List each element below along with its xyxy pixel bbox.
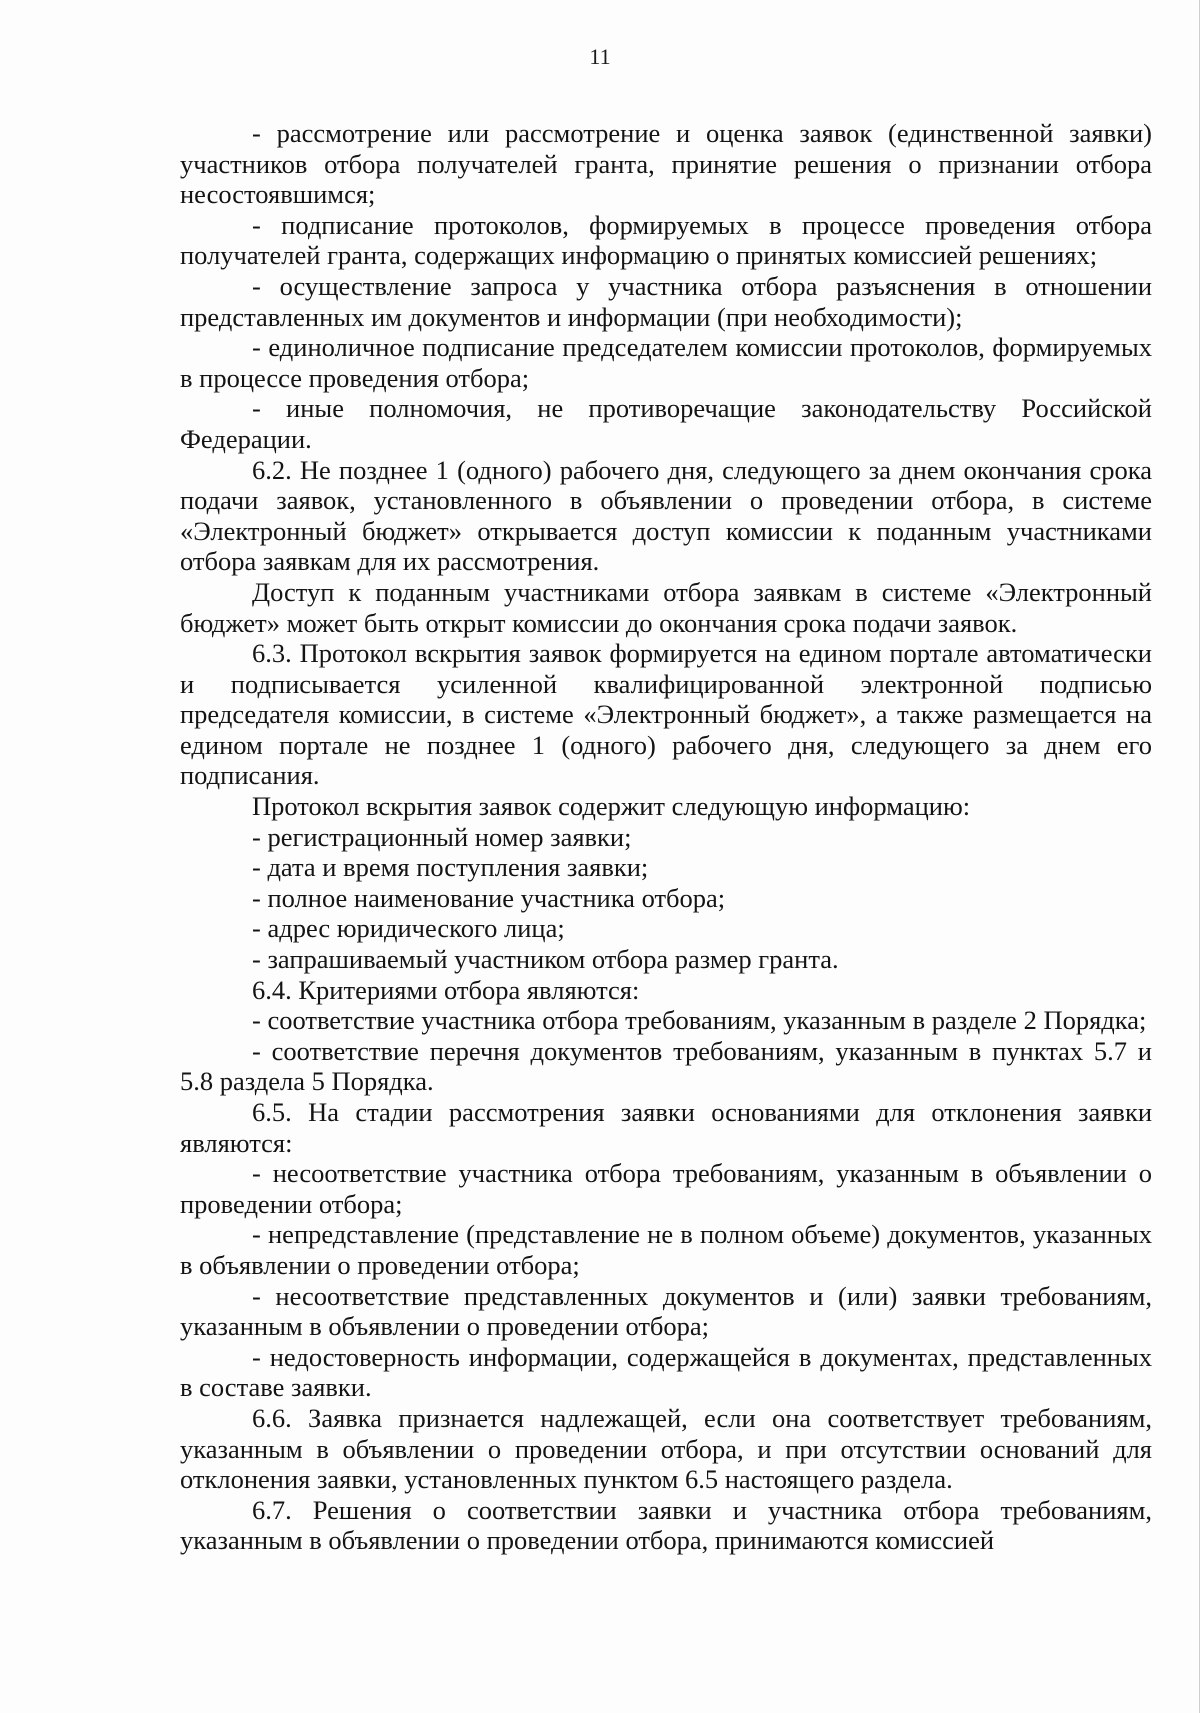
paragraph: 6.5. На стадии рассмотрения заявки основаниями для отклонения заявки являются:: [180, 1097, 1152, 1158]
paragraph: - несоответствие участника отбора требованиям, указанным в объявлении о проведении отбора;: [180, 1158, 1152, 1219]
paragraph: - недостоверность информации, содержащейся в документах, представленных в составе заявки.: [180, 1341, 1152, 1403]
paragraph: 6.2. Не позднее 1 (одного) рабочего дня, следующего за днем окончания срока подачи заявок, установленного в объявлении о проведении отбора, в системе «Электронный бюджет» открывается доступ комиссии к поданным участниками отбора заявкам для их рассмотрения.: [180, 454, 1152, 577]
paragraph: - непредставление (представление не в полном объеме) документов, указанных в объявлении о проведении отбора;: [180, 1219, 1152, 1280]
paragraph: - рассмотрение или рассмотрение и оценка заявок (единственной заявки) участников отбора получателей гранта, принятие решения о признании отбора несостоявшимся;: [180, 118, 1152, 210]
paragraph: 6.3. Протокол вскрытия заявок формируется на едином портале автоматически и подписывается усиленной квалифицированной электронной подписью председателя комиссии, в системе «Электронный бюджет», а также размещается на едином портале не позднее 1 (одного) рабочего дня, следующего за днем его подписания.: [180, 638, 1152, 791]
paragraph: Доступ к поданным участниками отбора заявкам в системе «Электронный бюджет» может быть открыт комиссии до окончания срока подачи заявок.: [180, 576, 1152, 638]
paragraph: - соответствие перечня документов требованиям, указанным в пунктах 5.7 и 5.8 раздела 5 Порядка.: [180, 1035, 1152, 1097]
paragraph: - подписание протоколов, формируемых в процессе проведения отбора получателей гранта, содержащих информацию о принятых комиссией решениях;: [180, 209, 1152, 271]
paragraph: - запрашиваемый участником отбора размер гранта.: [252, 944, 839, 975]
paragraph: 6.6. Заявка признается надлежащей, если она соответствует требованиям, указанным в объявлении о проведении отбора, и при отсутствии оснований для отклонения заявки, установленных пунктом 6.5 настоящего раздела.: [180, 1402, 1152, 1495]
paragraph: - регистрационный номер заявки;: [252, 821, 632, 852]
paragraph: - адрес юридического лица;: [252, 913, 565, 944]
paragraph: 6.7. Решения о соответствии заявки и участника отбора требованиям, указанным в объявлении о проведении отбора, принимаются комиссией: [180, 1494, 1152, 1556]
page-number: 11: [589, 44, 611, 69]
paragraph: - соответствие участника отбора требованиям, указанным в разделе 2 Порядка;: [252, 1005, 1147, 1036]
paragraph: - осуществление запроса у участника отбора разъяснения в отношении представленных им документов и информации (при необходимости);: [180, 270, 1152, 332]
paragraph: 6.4. Критериями отбора являются:: [252, 974, 640, 1005]
paragraph: - несоответствие представленных документов и (или) заявки требованиям, указанным в объявлении о проведении отбора;: [180, 1280, 1152, 1342]
paragraph: - полное наименование участника отбора;: [252, 882, 726, 913]
paragraph: - иные полномочия, не противоречащие законодательству Российской Федерации.: [180, 393, 1152, 454]
document-body: [180, 118, 1152, 1556]
paragraph: - единоличное подписание председателем комиссии протоколов, формируемых в процессе проведения отбора;: [180, 332, 1152, 393]
paragraph: - дата и время поступления заявки;: [252, 852, 649, 883]
paragraph: Протокол вскрытия заявок содержит следующую информацию:: [252, 791, 971, 822]
